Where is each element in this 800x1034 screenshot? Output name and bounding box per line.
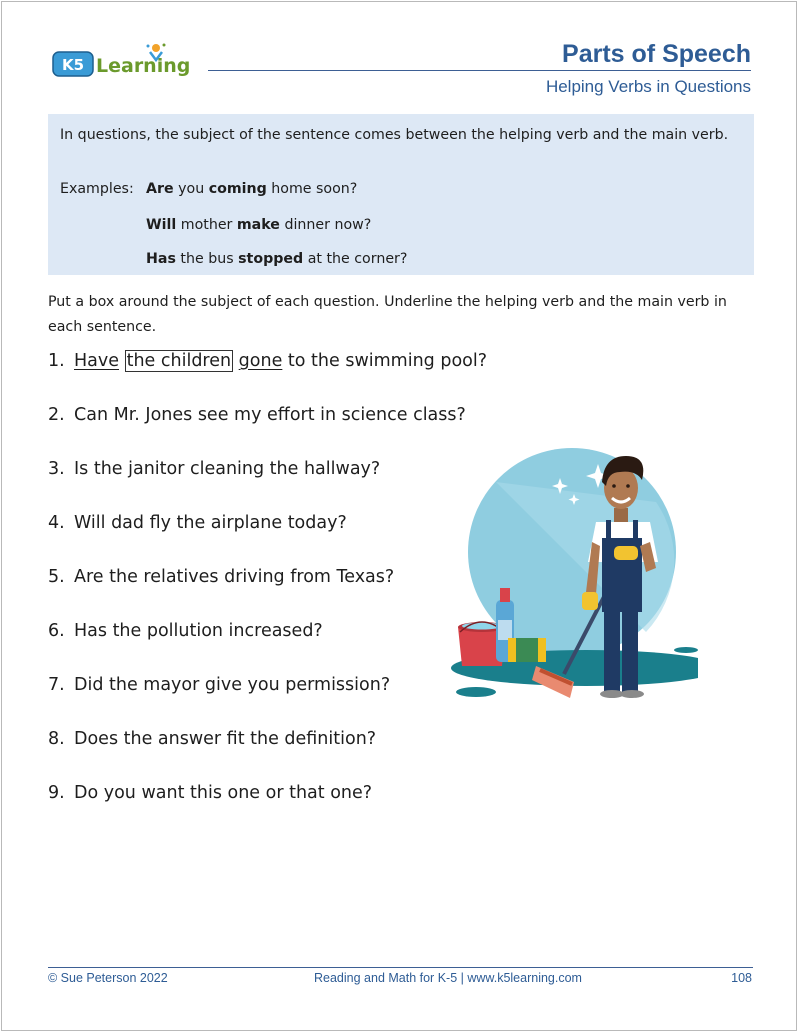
question-item[interactable] — [48, 778, 372, 808]
question-number: 2. — [48, 405, 65, 425]
question-number: 6. — [48, 621, 65, 641]
question-text[interactable]: Can Mr. Jones see my effort in science class? — [74, 405, 466, 425]
k5-learning-logo — [52, 40, 198, 80]
page-title: Parts of Speech — [562, 40, 751, 68]
question-item[interactable] — [48, 400, 466, 430]
page-subtitle: Helping Verbs in Questions — [545, 77, 751, 96]
question-number: 1. — [48, 351, 65, 371]
question-number: 5. — [48, 567, 65, 587]
glove-icon — [614, 546, 638, 560]
sponge-icon — [508, 638, 546, 662]
question-text[interactable]: Did the mayor give you permission? — [74, 675, 391, 695]
question-number: 8. — [48, 729, 65, 749]
logo-learning-text: Learning — [96, 55, 191, 77]
question-text[interactable]: Will dad fly the airplane today? — [74, 513, 347, 533]
janitor-illustration — [436, 442, 698, 704]
question-text[interactable]: Is the janitor cleaning the hallway? — [74, 459, 381, 479]
question-number: 7. — [48, 675, 65, 695]
examples-label: Examples: — [60, 181, 134, 197]
example-sentence: Are you coming home soon? — [146, 181, 358, 197]
footer-site-link[interactable]: Reading and Math for K-5 | www.k5learning.com — [314, 971, 582, 985]
question-item[interactable] — [48, 508, 347, 538]
glove-icon — [582, 592, 598, 610]
info-box — [48, 114, 754, 275]
logo-k5-text: K5 — [61, 56, 85, 74]
question-item[interactable] — [48, 562, 394, 592]
question-number: 4. — [48, 513, 65, 533]
question-number: 9. — [48, 783, 65, 803]
question-item[interactable] — [48, 616, 323, 646]
question-item[interactable] — [48, 454, 380, 484]
question-item[interactable] — [48, 670, 390, 700]
question-number: 3. — [48, 459, 65, 479]
question-text[interactable]: Does the answer fit the definition? — [74, 729, 377, 749]
example-sentence: Has the bus stopped at the corner? — [146, 251, 408, 267]
footer-page-number: 108 — [731, 971, 752, 985]
footer-copyright: © Sue Peterson 2022 — [48, 971, 168, 985]
footer-rule — [48, 967, 753, 968]
question-item: 1. Have the children gone to the swimming pool? — [48, 346, 487, 376]
example-sentence: Will mother make dinner now? — [146, 217, 372, 233]
question-text[interactable]: Has the pollution increased? — [74, 621, 323, 641]
question-text[interactable]: Do you want this one or that one? — [74, 783, 373, 803]
question-text[interactable]: Are the relatives driving from Texas? — [74, 567, 395, 587]
helping-verb-answer: Have — [74, 351, 120, 371]
instructions: Put a box around the subject of each question. Underline the helping verb and the main verb in each sentence. — [48, 294, 727, 335]
subject-answer-box: the children — [126, 351, 232, 371]
question-item[interactable] — [48, 724, 376, 754]
info-intro: In questions, the subject of the sentence comes between the helping verb and the main verb. — [60, 127, 729, 143]
header-rule — [208, 70, 751, 71]
main-verb-answer: gone — [238, 351, 283, 371]
